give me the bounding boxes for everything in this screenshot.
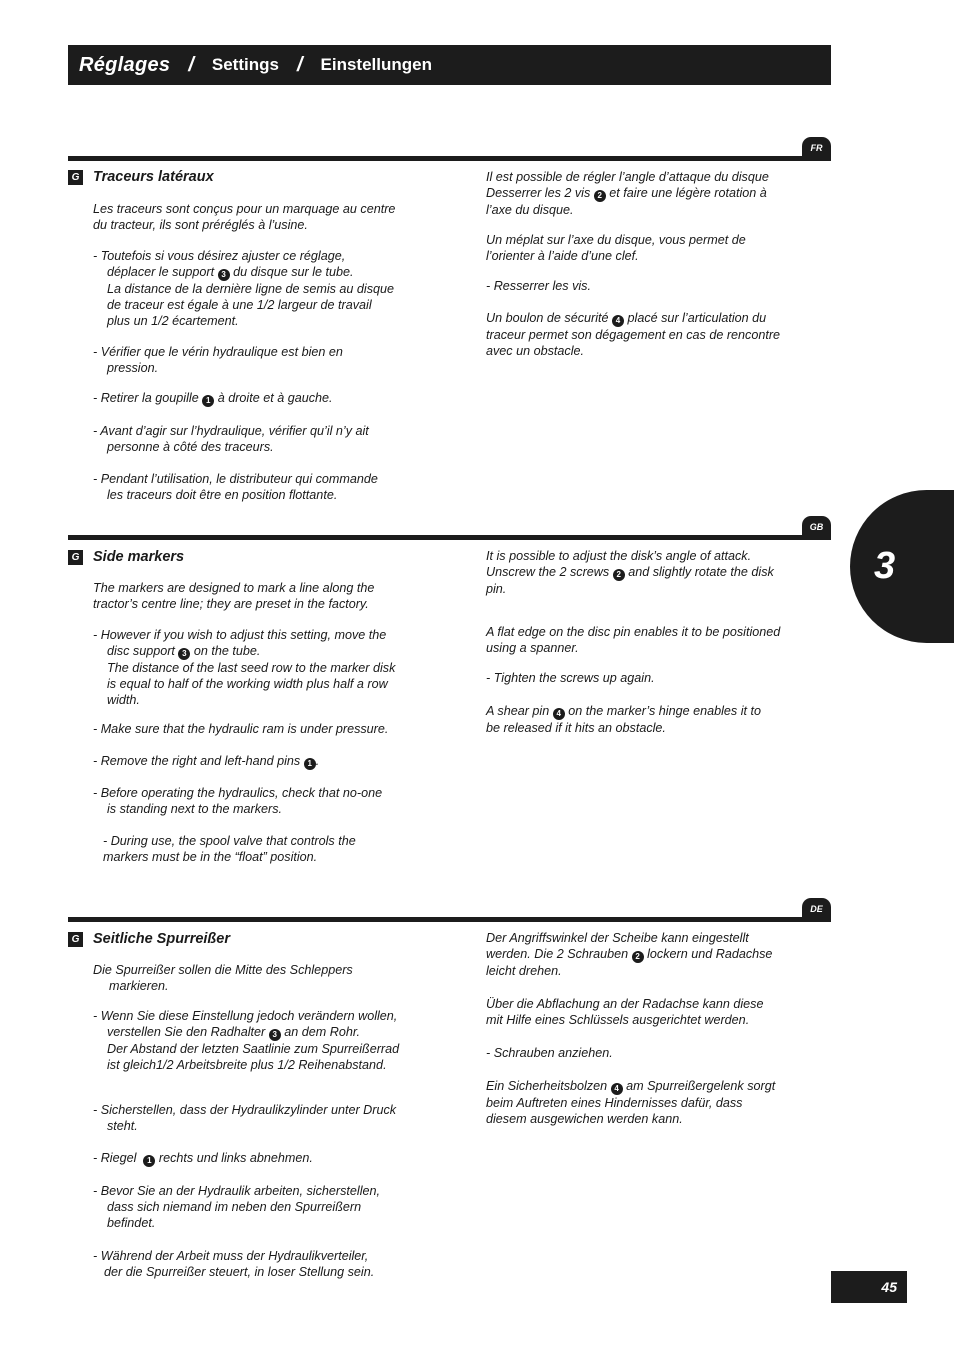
text-line: is standing next to the markers. — [107, 802, 282, 816]
header-title-fr: Réglages — [79, 53, 171, 76]
text-line: - Retirer la goupille 1 à droite et à gauche. — [93, 391, 333, 405]
text-line: Über die Abflachung an der Radachse kann diese — [486, 997, 764, 1011]
gb-left-column — [93, 580, 433, 865]
text-line: - Sicherstellen, dass der Hydraulikzylinder unter Druck — [93, 1103, 397, 1117]
page-header — [68, 45, 831, 85]
text-line: befindet. — [107, 1216, 156, 1230]
section-title-text: Seitliche Spurreißer — [93, 931, 230, 947]
section-rule-fr — [68, 156, 831, 161]
text-line: The markers are designed to mark a line along the — [93, 581, 375, 595]
callout-3: 3 — [269, 1029, 281, 1041]
text-line: ist gleich1/2 Arbeitsbreite plus 1/2 Reihenabstand. — [107, 1058, 387, 1072]
fr-left-column — [93, 201, 433, 503]
text-line: mit Hilfe eines Schlüssels ausgerichtet werden. — [486, 1013, 750, 1027]
text-line: verstellen Sie den Radhalter 3 an dem Rohr. — [107, 1025, 361, 1039]
text-line: - Resserrer les vis. — [486, 279, 591, 293]
text-line: - Toutefois si vous désirez ajuster ce réglage, — [93, 249, 346, 263]
text-line: plus un 1/2 écartement. — [107, 314, 239, 328]
callout-4: 4 — [553, 708, 565, 720]
text-line: beim Auftreten eines Hindernisses dafür, dass — [486, 1096, 743, 1110]
text-line: traceur permet son dégagement en cas de rencontre — [486, 328, 781, 342]
text-line: werden. Die 2 Schrauben 2 lockern und Radachse — [486, 947, 773, 961]
text-line: - Avant d’agir sur l’hydraulique, vérifier qu’il n’y ait — [93, 424, 369, 438]
text-line: - However if you wish to adjust this setting, move the — [93, 628, 387, 642]
section-title-text: Side markers — [93, 549, 185, 565]
text-line: Les traceurs sont conçus pour un marquage au centre — [93, 202, 396, 216]
section-title-de — [68, 931, 230, 947]
text-line: avec un obstacle. — [486, 344, 585, 358]
lang-badge-fr: FR — [802, 137, 831, 159]
lang-badge-de: DE — [802, 898, 831, 920]
text-line: be released if it hits an obstacle. — [486, 721, 666, 735]
callout-3: 3 — [178, 648, 190, 660]
text-line: - Tighten the screws up again. — [486, 671, 655, 685]
text-line: Desserrer les 2 vis 2 et faire une légère rotation à — [486, 186, 767, 200]
text-line: is equal to half of the working width plus half a row — [107, 677, 388, 691]
section-title-text: Traceurs latéraux — [93, 169, 214, 185]
text-line: - Bevor Sie an der Hydraulik arbeiten, sicherstellen, — [93, 1184, 380, 1198]
text-line: width. — [107, 693, 140, 707]
text-line: Unscrew the 2 screws 2 and slightly rotate the disk — [486, 565, 774, 579]
callout-1: 1 — [304, 758, 316, 770]
callout-4: 4 — [612, 315, 624, 327]
header-title-gb: Settings — [211, 55, 279, 74]
text-line: - Schrauben anziehen. — [486, 1046, 613, 1060]
callout-1: 1 — [143, 1155, 155, 1167]
callout-2: 2 — [613, 569, 625, 581]
text-line: disc support 3 on the tube. — [107, 644, 261, 658]
callout-2: 2 — [632, 951, 644, 963]
text-line: It is possible to adjust the disk’s angle of attack. — [486, 549, 752, 563]
fr-right-column — [486, 169, 826, 359]
section-letter-box: G — [68, 932, 83, 947]
de-left-column — [93, 962, 433, 1280]
text-line: - Pendant l’utilisation, le distributeur qui commande — [93, 472, 378, 486]
text-line: steht. — [107, 1119, 138, 1133]
text-line: leicht drehen. — [486, 964, 562, 978]
text-line: - Wenn Sie diese Einstellung jedoch verändern wollen, — [93, 1009, 398, 1023]
text-line: A flat edge on the disc pin enables it to be positioned — [486, 625, 781, 639]
header-separator: / — [188, 53, 194, 76]
text-line: - Before operating the hydraulics, check that no-one — [93, 786, 383, 800]
page-number: 45 — [831, 1271, 907, 1303]
text-line: tractor’s centre line; they are preset in the factory. — [93, 597, 369, 611]
text-line: La distance de la dernière ligne de semis au disque — [107, 282, 395, 296]
text-line: - Remove the right and left-hand pins 1 . — [93, 754, 320, 768]
text-line: markieren. — [109, 979, 169, 993]
text-line: les traceurs doit être en position flottante. — [107, 488, 338, 502]
chapter-tab — [850, 490, 954, 643]
text-line: - Riegel 1 rechts und links abnehmen. — [93, 1151, 313, 1165]
text-line: diesem ausgewichen werden kann. — [486, 1112, 683, 1126]
text-line: déplacer le support 3 du disque sur le tube. — [107, 265, 354, 279]
text-line: The distance of the last seed row to the marker disk — [107, 661, 396, 675]
text-line: - Während der Arbeit muss der Hydraulikverteiler, — [93, 1249, 369, 1263]
section-letter-box: G — [68, 170, 83, 185]
text-line: Un méplat sur l’axe du disque, vous permet de — [486, 233, 746, 247]
text-line: du tracteur, ils sont préréglés à l’usine. — [93, 218, 308, 232]
text-line: de traceur est égale à une 1/2 largeur de travail — [107, 298, 372, 312]
text-line: - Vérifier que le vérin hydraulique est bien en — [93, 345, 343, 359]
de-right-column — [486, 930, 826, 1127]
text-line: - During use, the spool valve that controls the — [103, 834, 356, 848]
text-line: l’orienter à l’aide d’une clef. — [486, 249, 639, 263]
section-letter-box: G — [68, 550, 83, 565]
text-line: pin. — [486, 582, 507, 596]
lang-badge-gb: GB — [802, 516, 831, 538]
text-line: Ein Sicherheitsbolzen 4 am Spurreißergelenk sorgt — [486, 1079, 776, 1093]
section-rule-gb — [68, 535, 831, 540]
text-line: l’axe du disque. — [486, 203, 574, 217]
text-line: A shear pin 4 on the marker’s hinge enables it to — [486, 704, 762, 718]
callout-3: 3 — [218, 269, 230, 281]
callout-4: 4 — [611, 1083, 623, 1095]
header-title-de: Einstellungen — [320, 55, 432, 74]
text-line: using a spanner. — [486, 641, 579, 655]
header-separator: / — [296, 53, 303, 76]
text-line: Un boulon de sécurité 4 placé sur l’articulation du — [486, 311, 767, 325]
callout-2: 2 — [594, 190, 606, 202]
text-line: Der Angriffswinkel der Scheibe kann eingestellt — [486, 931, 749, 945]
text-line: der die Spurreißer steuert, in loser Stellung sein. — [104, 1265, 375, 1279]
text-line: - Make sure that the hydraulic ram is under pressure. — [93, 722, 389, 736]
text-line: personne à côté des traceurs. — [107, 440, 274, 454]
text-line: Die Spurreißer sollen die Mitte des Schleppers — [93, 963, 353, 977]
text-line: markers must be in the “float” position. — [103, 850, 318, 864]
gb-right-column — [486, 548, 826, 736]
callout-1: 1 — [202, 395, 214, 407]
text-line: dass sich niemand im neben den Spurreißern — [107, 1200, 362, 1214]
section-title-fr — [68, 169, 214, 185]
section-rule-de — [68, 917, 831, 922]
text-line: pression. — [107, 361, 159, 375]
text-line: Der Abstand der letzten Saatlinie zum Spurreißerrad — [107, 1042, 400, 1056]
chapter-number: 3 — [874, 545, 896, 587]
text-line: Il est possible de régler l’angle d’attaque du disque — [486, 170, 769, 184]
section-title-gb — [68, 549, 184, 565]
